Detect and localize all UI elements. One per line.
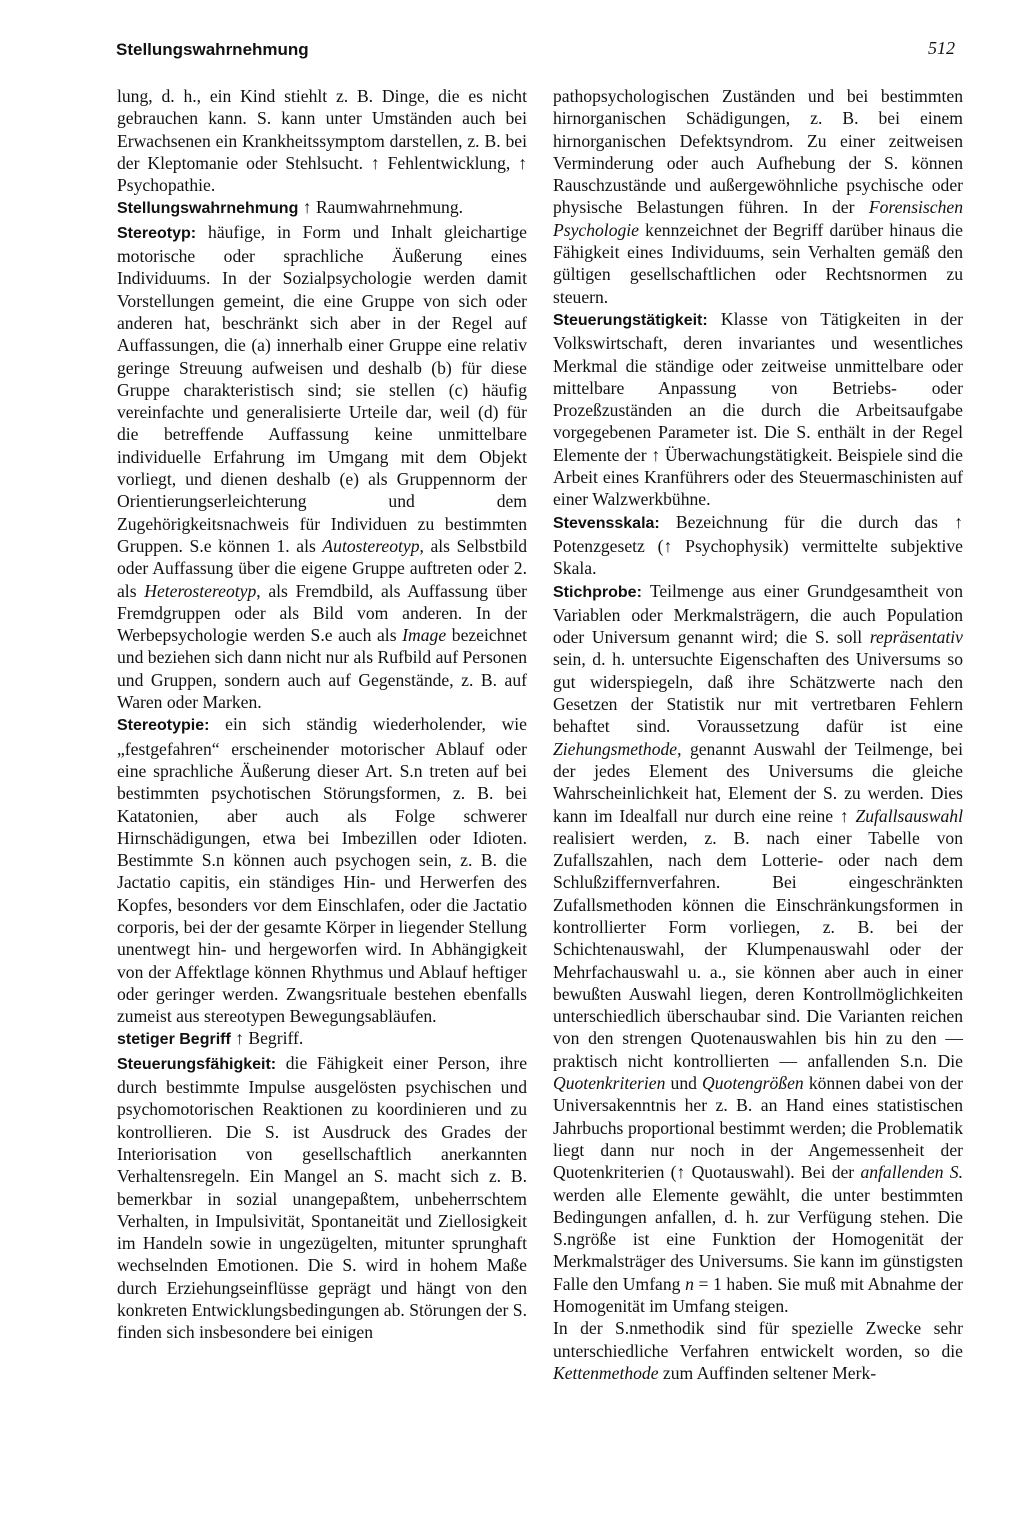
page-number: 512: [928, 38, 955, 58]
entry-steuerungstaetigkeit: Steuerungstätigkeit: Klasse von Tätigkeiten in der Volkswirtschaft, deren invariantes und wesentliches Merkmal die ständige oder zeitweise unmittelbare oder mittelbare Anpassung von Betriebs- oder Prozeßzuständen an die durch die Arbeitsaufgabe vorgegebenen Parameter ist. Die S. enthält in der Regel Elemente der ↑ Überwachungstätigkeit. Beispiele sind die Arbeit eines Kranführers oder des Steuermaschinisten auf einer Walzwerkbühne.: [553, 308, 963, 510]
left-column: [117, 85, 527, 1344]
entry-stichprobe: Stichprobe: Teilmenge aus einer Grundgesamtheit von Variablen oder Merkmalsträgern, die auch Population oder Universum genannt wird; die S. soll repräsentativ sein, d. h. untersuchte Eigenschaften des Universums so gut widerspiegeln, daß ihre Schätzwerte nach den Gesetzen der Statistik nur mit vertretbaren Fehlern behaftet sind. Voraussetzung dafür ist eine Ziehungsmethode, genannt Auswahl der Teilmenge, bei der jedes Element des Universums die gleiche Wahrscheinlichkeit hat, Element der S. zu werden. Dies kann im Idealfall nur durch eine reine ↑ Zufallsauswahl realisiert werden, z. B. nach einer Tabelle von Zufallszahlen, nach dem Lotterie- oder nach dem Schlußziffernverfahren. Bei eingeschränkten Zufallsmethoden können die Einschränkungsformen in kontrollierter Form vorliegen, z. B. bei der Schichtenauswahl, der Klumpenauswahl oder der Mehrfachauswahl u. a., sie können aber auch in einer bewußten Auswahl liegen, deren Kontrollmöglichkeiten unterschiedlich überschaubar sind. Die Varianten reichen von den strengen Quotenauswahlen bis hin zu den — praktisch nicht kontrollierten — anfallenden S.n. Die Quotenkriterien und Quotengrößen können dabei von der Universakenntnis her z. B. an Hand eines statistischen Jahrbuchs proportional bestimmt werden; die Problematik liegt dann nur noch in der Angemessenheit der Quotenkriterien (↑ Quotauswahl). Bei der anfallenden S. werden alle Elemente gewählt, die unter bestimmten Bedingungen anfallen, d. h. zur Verfügung stehen. Die S.ngröße ist eine Funktion der Homogenität der Merkmalsträger des Universums. Sie kann im günstigsten Falle den Umfang n = 1 haben. Sie muß mit Abnahme der Homogenität im Umfang steigen.: [553, 580, 963, 1317]
entry-term: Stereotypie:: [117, 717, 210, 735]
entry-term: Stichprobe:: [553, 583, 642, 601]
entry-term: Stevensskala:: [553, 514, 660, 532]
entry-term: Steuerungsfähigkeit:: [117, 1055, 277, 1073]
right-column: [553, 85, 963, 1384]
entry-term: stetiger Begriff: [117, 1031, 231, 1049]
entry-term: Stereotyp:: [117, 224, 197, 242]
entry-stetiger-begriff: stetiger Begriff ↑ Begriff.: [117, 1028, 304, 1049]
paragraph-continuation: lung, d. h., ein Kind stiehlt z. B. Dinge, die es nicht gebrauchen kann. S. kann unter Umständen auch bei Erwachsenen ein Krankheitssymptom darstellen, z. B. bei der Kleptomanie oder Stehlsucht. ↑ Fehlentwicklung, ↑ Psychopathie.: [117, 86, 527, 196]
entry-stereotyp: Stereotyp: häufige, in Form und Inhalt gleichartige motorische oder sprachliche Äußerung eines Individuums. In der Sozialpsychologie werden damit Vorstellungen gemeint, die eine Gruppe von sich oder anderen hat, beschränkt sich aber in der Regel auf Auffassungen, die (a) innerhalb einer Gruppe eine relativ geringe Streuung aufweisen und deshalb (b) für diese Gruppe charakteristisch sind; sie stellen (c) häufig vereinfachte und generalisierte Urteile dar, weil (d) für die betreffende Auffassung keine unmittelbare individuelle Erfahrung im Umgang mit dem Objekt vorliegt, und dienen deshalb (e) als Gruppennorm der Orientierungserleichterung und dem Zugehörigkeitsnachweis für Individuen zu bestimmten Gruppen. S.e können 1. als Autostereotyp, als Selbstbild oder Auffassung über die eigene Gruppe auftreten oder 2. als Heterostereotyp, als Fremdbild, als Auffassung über Fremdgruppen oder als Bild vom anderen. In der Werbepsychologie werden S.e auch als Image bezeichnet und beziehen sich dann nicht nur als Rufbild auf Personen und Gruppen, sondern auch auf Gegenstände, z. B. auf Waren oder Marken.: [117, 221, 527, 713]
entry-stereotypie: Stereotypie: ein sich ständig wiederholender, wie „festgefahren“ erscheinender motorischer Ablauf oder eine sprachliche Äußerung dieser Art. S.n treten auf bei bestimmten psychotischen Störungsformen, z. B. bei Katatonien, aber auch als Folge schwerer Hirnschädigungen, etwa bei Imbezillen oder Idioten. Bestimmte S.n können auch psychogen sein, z. B. die Jactatio capitis, ein ständiges Hin- und Herwerfen des Kopfes, besonders vor dem Einschlafen, oder die Jactatio corporis, bei der der gesamte Körper in liegender Stellung unentwegt hin- und hergeworfen wird. In Abhängigkeit von der Affektlage können Rhythmus und Ablauf heftiger oder geringer werden. Zwangsrituale bestehen ebenfalls zumeist aus stereotypen Bewegungsabläufen.: [117, 714, 527, 1027]
entry-stevensskala: Stevensskala: Bezeichnung für die durch das ↑ Potenzgesetz (↑ Psychophysik) vermittelte subjektive Skala.: [553, 511, 963, 579]
paragraph-methodik: In der S.nmethodik sind für spezielle Zwecke sehr unterschiedliche Verfahren entwickelt worden, so die Kettenmethode zum Auffinden seltener Merk-: [553, 1318, 963, 1383]
entry-term: Steuerungstätigkeit:: [553, 311, 708, 329]
entry-steuerungsfaehigkeit: Steuerungsfähigkeit: die Fähigkeit einer Person, ihre durch bestimmte Impulse ausgelösten psychischen und psychomotorischen Reaktionen zu koordinieren und zu kontrollieren. Die S. ist Ausdruck des Grades der Interiorisation von gesellschaftlich anerkannten Verhaltensregeln. Ein Mangel an S. macht sich z. B. bemerkbar in sozial unangepaßtem, unbeherrschtem Verhalten, in Impulsivität, Spontaneität und Ziellosigkeit im Handeln sowie in ungezügelten, mitunter sprunghaft wechselnden Emotionen. Die S. wird in hohem Maße durch Erziehungseinflüsse geprägt und hängt von den konkreten Entwicklungsbedingungen ab. Störungen der S. finden sich insbesondere bei einigen: [117, 1052, 527, 1343]
entry-stellungswahrnehmung: Stellungswahrnehmung ↑ Raumwahrnehmung.: [117, 197, 464, 218]
entry-term: Stellungswahrnehmung: [117, 200, 299, 218]
paragraph-continuation: pathopsychologischen Zuständen und bei bestimmten hirnorganischen Schädigungen, z. B. bei einem hirnorganischen Defektsyndrom. Zu einer zeitweisen Verminderung oder auch Aufhebung der S. können Rauschzustände und außergewöhnliche psychische oder physische Belastungen führen. In der Forensischen Psychologie kennzeichnet der Begriff darüber hinaus die Fähigkeit eines Individuums, sein Verhalten gemäß den gültigen gesellschaftlichen oder Rechtsnormen zu steuern.: [553, 86, 963, 307]
header-title: Stellungswahrnehmung: [116, 40, 309, 59]
